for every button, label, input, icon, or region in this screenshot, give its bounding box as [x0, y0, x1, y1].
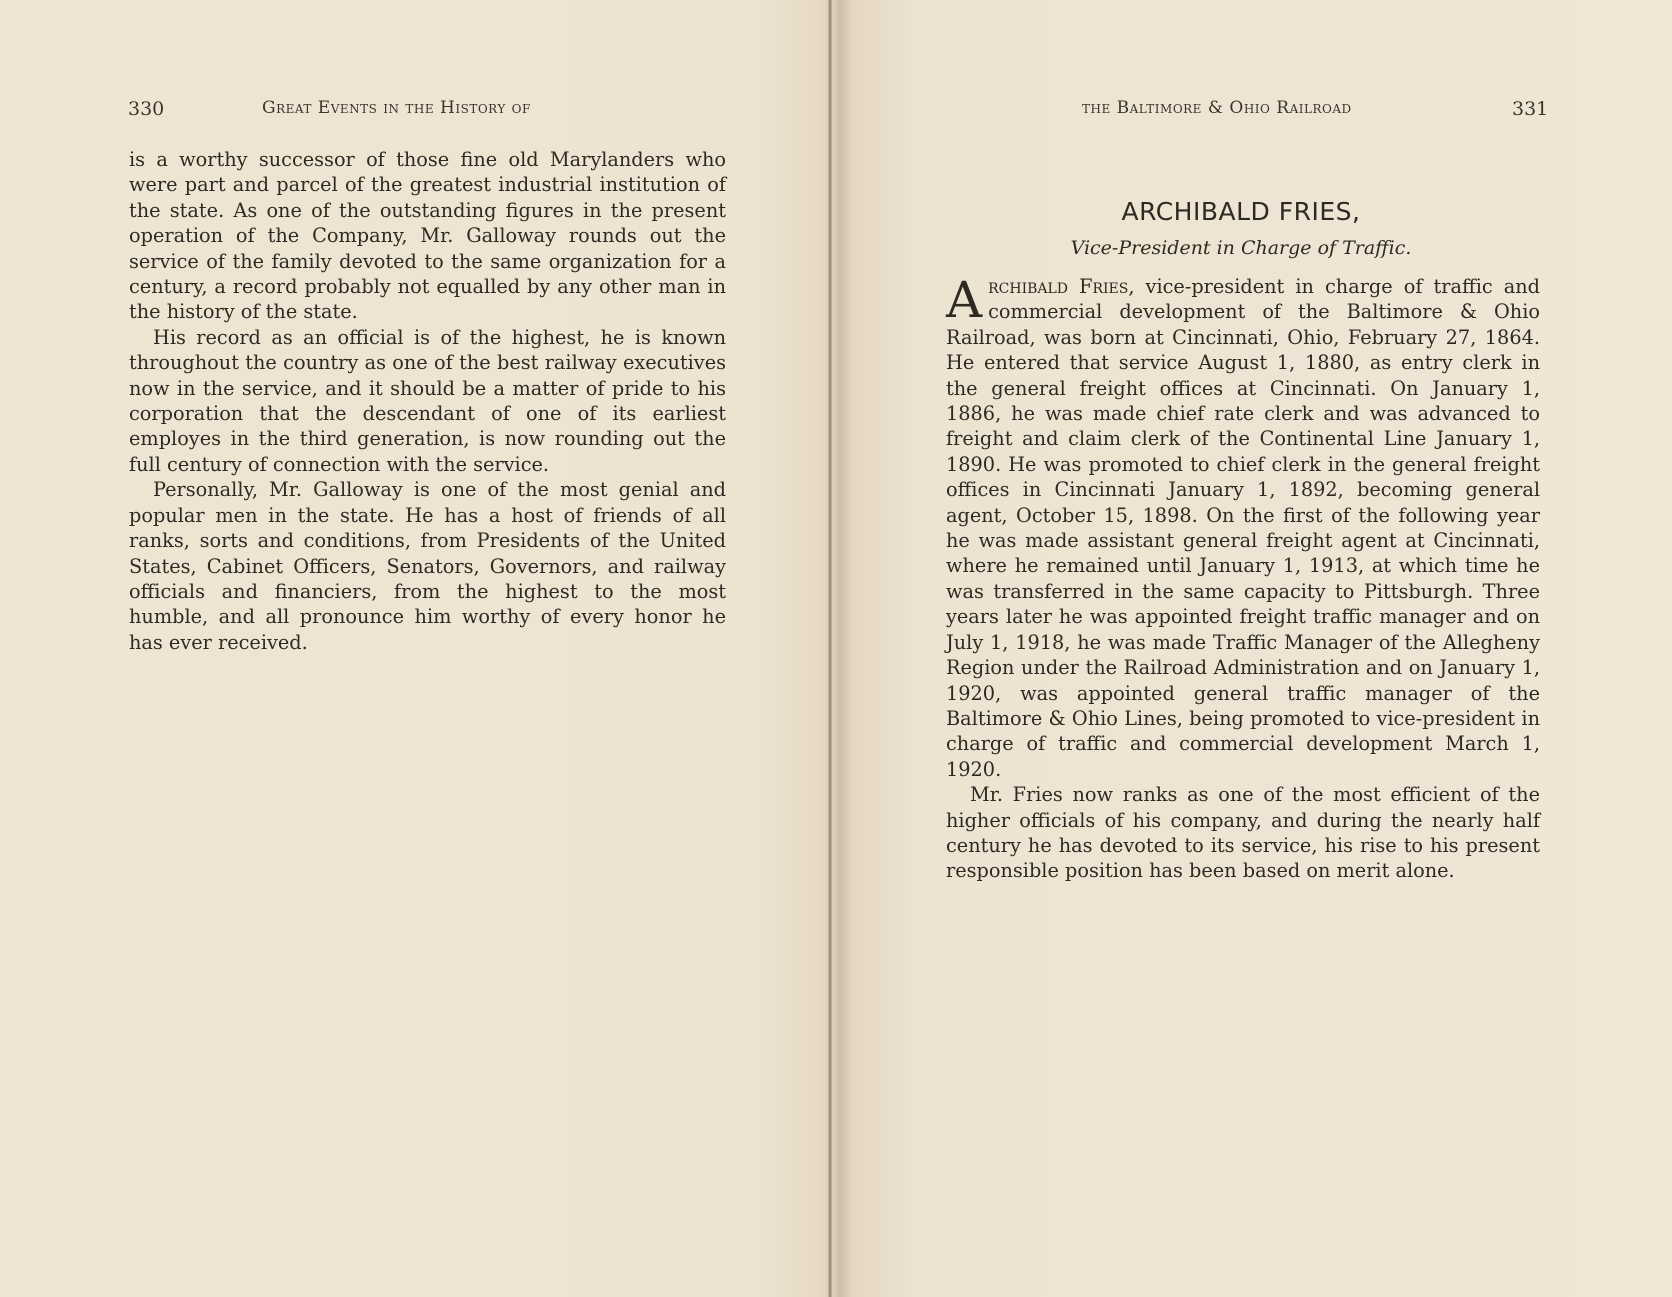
left-paragraph-3: Personally, Mr. Galloway is one of the most genial and popular men in the state. He has a host of friends of all ranks, sorts and conditions, from Presidents of the United States, Cabinet Officers, Senators, Governors, and railway officials and financiers, from the highest to the most humble, and all pronounce him worthy of every honor he has ever received.	[129, 478, 726, 654]
lead-smallcaps: rchibald Fries,	[988, 275, 1135, 298]
right-page	[832, 0, 1672, 1297]
article-heading: ARCHIBALD FRIES,	[1121, 197, 1361, 226]
right-paragraph-2: Mr. Fries now ranks as one of the most efficient of the higher officials of his company, and during the nearly half century he has devoted to its service, his rise to his present responsible position has been based on merit alone.	[946, 783, 1540, 883]
left-page-number: 330	[128, 98, 165, 120]
right-paragraph-1-text: vice-president in charge of traffic and commercial development of the Baltimore & Ohio Railroad, was born at Cincinnati, Ohio, February 27, 1864. He entered that service August 1, 1880, as entry clerk in the general freight offices at Cincinnati. On January 1, 1886, he was made chief rate clerk and was advanced to freight and claim clerk of the Continental Line January 1, 1890. He was promoted to chief clerk in the general freight offices in Cincinnati January 1, 1892, becoming general agent, October 15, 1898. On the first of the following year he was made assistant general freight agent at Cincinnati, where he remained until January 1, 1913, at which time he was transferred in the same capacity to Pittsburgh. Three years later he was appointed freight traffic manager and on July 1, 1918, he was made Traffic Manager of the Allegheny Region under the Railroad Administration and on January 1, 1920, was appointed general traffic manager of the Baltimore & Ohio Lines, being promoted to vice-president in charge of traffic and commercial development March 1, 1920.	[946, 275, 1540, 781]
left-paragraph-1: is a worthy successor of those fine old Marylanders who were part and parcel of the greatest industrial institution of the state. As one of the outstanding figures in the present operation of the Company, Mr. Galloway rounds out the service of the family devoted to the same organization for a century, a record probably not equalled by any other man in the history of the state.	[129, 148, 726, 324]
article-subheading: Vice-President in Charge of Traffic.	[1070, 237, 1412, 259]
right-page-number: 331	[1512, 98, 1549, 120]
left-page	[0, 0, 828, 1297]
left-body-text	[129, 147, 726, 655]
right-body-text	[946, 271, 1540, 884]
left-paragraph-2: His record as an official is of the highest, he is known throughout the country as one of the best railway executives now in the service, and it should be a matter of pride to his corporation that the descendant of one of its earliest employes in the third generation, is now rounding out the full century of connection with the service.	[129, 325, 726, 476]
right-paragraph-1	[946, 271, 1540, 782]
right-running-head: the Baltimore & Ohio Railroad	[1082, 98, 1352, 118]
dropcap-letter: A	[946, 271, 983, 329]
left-running-head: Great Events in the History of	[262, 98, 531, 118]
